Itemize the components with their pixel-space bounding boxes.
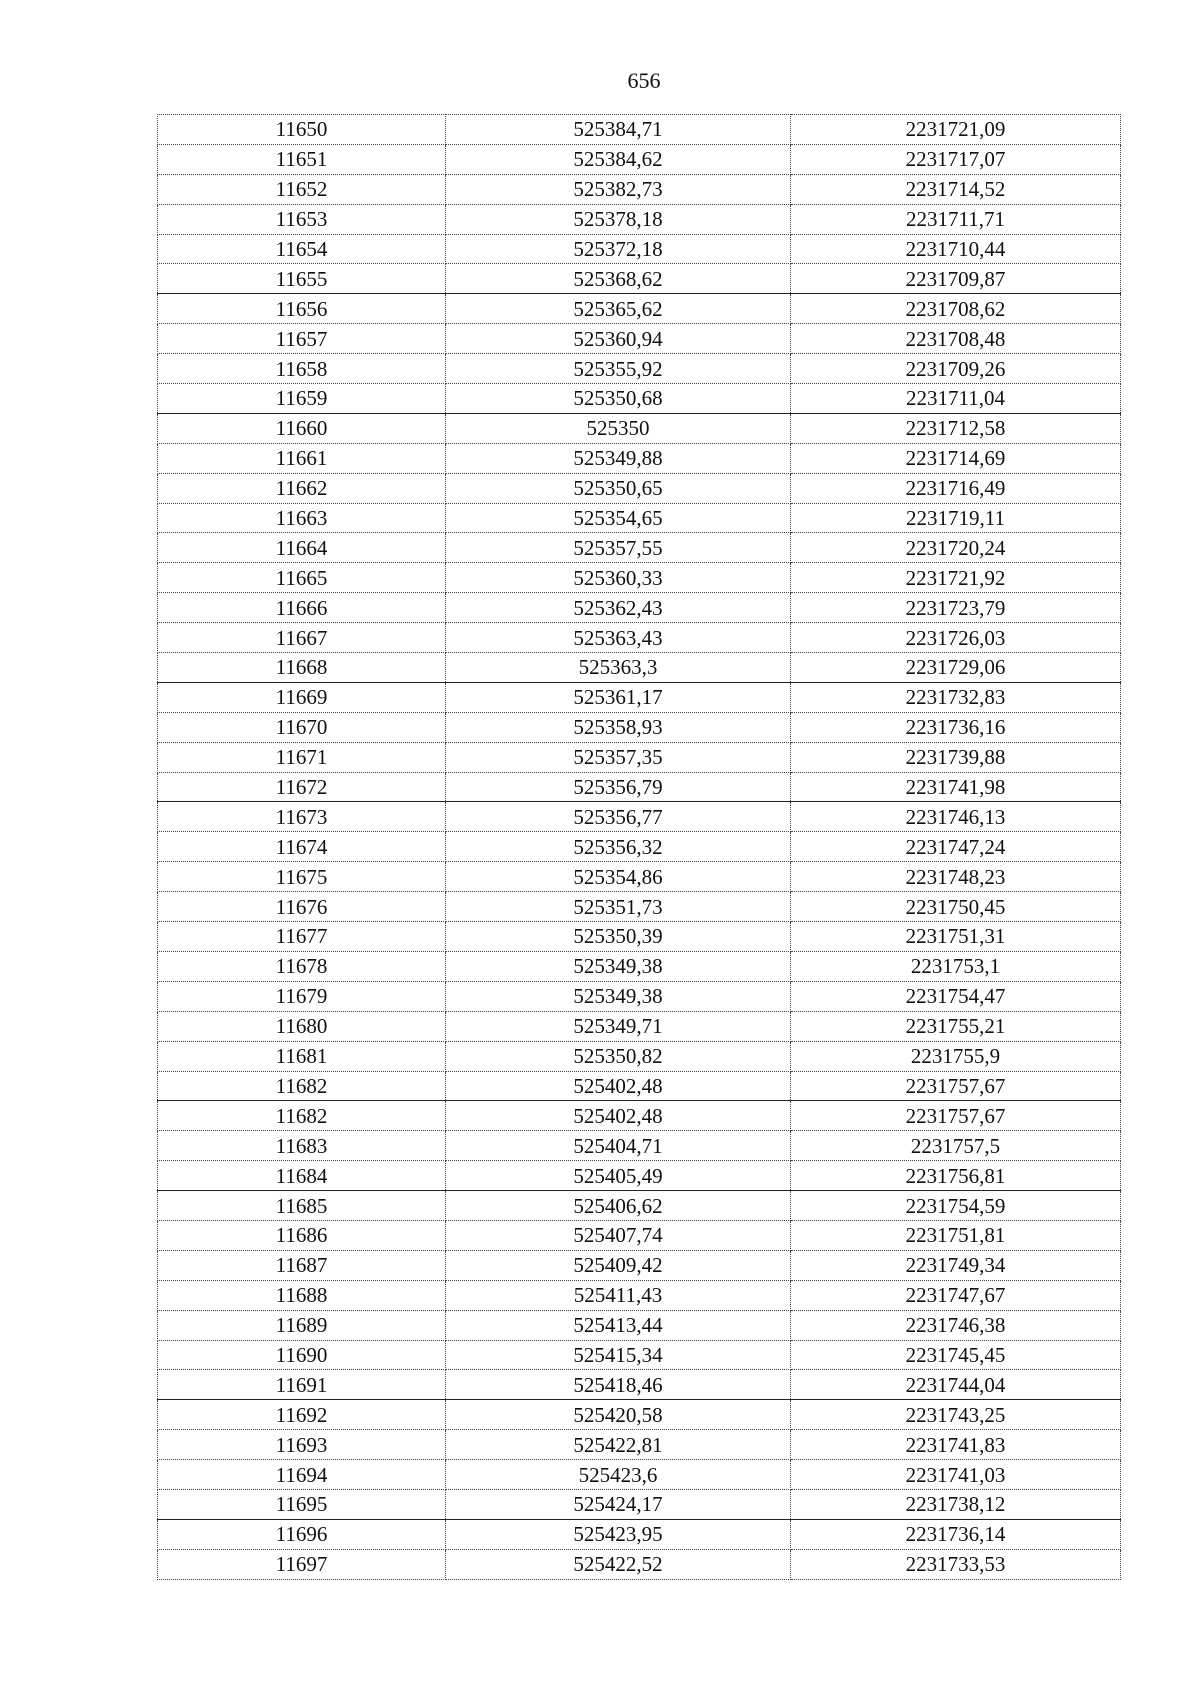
x-coordinate-cell: 525349,38 <box>446 981 791 1011</box>
table-row <box>158 1191 1121 1221</box>
table-row <box>158 1370 1121 1400</box>
table-row <box>158 742 1121 772</box>
y-coordinate-cell: 2231743,25 <box>791 1400 1121 1430</box>
x-coordinate-cell: 525357,55 <box>446 533 791 563</box>
table-row <box>158 204 1121 234</box>
table-body <box>158 115 1121 1580</box>
table-row <box>158 892 1121 922</box>
x-coordinate-cell: 525422,52 <box>446 1549 791 1579</box>
y-coordinate-cell: 2231714,69 <box>791 443 1121 473</box>
y-coordinate-cell: 2231757,67 <box>791 1101 1121 1131</box>
x-coordinate-cell: 525365,62 <box>446 294 791 324</box>
table-row <box>158 563 1121 593</box>
x-coordinate-cell: 525378,18 <box>446 204 791 234</box>
y-coordinate-cell: 2231710,44 <box>791 234 1121 264</box>
y-coordinate-cell: 2231714,52 <box>791 174 1121 204</box>
table-row <box>158 473 1121 503</box>
table-row <box>158 354 1121 384</box>
y-coordinate-cell: 2231739,88 <box>791 742 1121 772</box>
table-row <box>158 1460 1121 1490</box>
x-coordinate-cell: 525350 <box>446 413 791 443</box>
point-number-cell: 11675 <box>158 862 446 892</box>
table-row <box>158 503 1121 533</box>
x-coordinate-cell: 525405,49 <box>446 1161 791 1191</box>
y-coordinate-cell: 2231746,13 <box>791 802 1121 832</box>
table-row <box>158 1250 1121 1280</box>
table-row <box>158 1041 1121 1071</box>
x-coordinate-cell: 525362,43 <box>446 593 791 623</box>
y-coordinate-cell: 2231753,1 <box>791 951 1121 981</box>
point-number-cell: 11694 <box>158 1460 446 1490</box>
table-row <box>158 1430 1121 1460</box>
table-row <box>158 922 1121 952</box>
y-coordinate-cell: 2231754,47 <box>791 981 1121 1011</box>
y-coordinate-cell: 2231732,83 <box>791 682 1121 712</box>
x-coordinate-cell: 525372,18 <box>446 234 791 264</box>
y-coordinate-cell: 2231711,04 <box>791 384 1121 414</box>
y-coordinate-cell: 2231755,21 <box>791 1011 1121 1041</box>
coordinates-table <box>157 114 1121 1580</box>
y-coordinate-cell: 2231711,71 <box>791 204 1121 234</box>
x-coordinate-cell: 525350,65 <box>446 473 791 503</box>
x-coordinate-cell: 525404,71 <box>446 1131 791 1161</box>
x-coordinate-cell: 525415,34 <box>446 1340 791 1370</box>
point-number-cell: 11656 <box>158 294 446 324</box>
point-number-cell: 11689 <box>158 1310 446 1340</box>
x-coordinate-cell: 525384,71 <box>446 115 791 145</box>
x-coordinate-cell: 525423,6 <box>446 1460 791 1490</box>
point-number-cell: 11655 <box>158 264 446 294</box>
x-coordinate-cell: 525350,82 <box>446 1041 791 1071</box>
point-number-cell: 11688 <box>158 1280 446 1310</box>
point-number-cell: 11662 <box>158 473 446 503</box>
point-number-cell: 11653 <box>158 204 446 234</box>
table-row <box>158 593 1121 623</box>
x-coordinate-cell: 525368,62 <box>446 264 791 294</box>
y-coordinate-cell: 2231723,79 <box>791 593 1121 623</box>
x-coordinate-cell: 525351,73 <box>446 892 791 922</box>
y-coordinate-cell: 2231726,03 <box>791 623 1121 653</box>
x-coordinate-cell: 525360,33 <box>446 563 791 593</box>
point-number-cell: 11680 <box>158 1011 446 1041</box>
y-coordinate-cell: 2231741,98 <box>791 772 1121 802</box>
point-number-cell: 11654 <box>158 234 446 264</box>
table-row <box>158 1400 1121 1430</box>
y-coordinate-cell: 2231754,59 <box>791 1191 1121 1221</box>
x-coordinate-cell: 525363,43 <box>446 623 791 653</box>
x-coordinate-cell: 525406,62 <box>446 1191 791 1221</box>
point-number-cell: 11695 <box>158 1489 446 1519</box>
point-number-cell: 11684 <box>158 1161 446 1191</box>
y-coordinate-cell: 2231746,38 <box>791 1310 1121 1340</box>
point-number-cell: 11658 <box>158 354 446 384</box>
page-number <box>0 68 1200 94</box>
x-coordinate-cell: 525420,58 <box>446 1400 791 1430</box>
x-coordinate-cell: 525411,43 <box>446 1280 791 1310</box>
x-coordinate-cell: 525423,95 <box>446 1519 791 1549</box>
x-coordinate-cell: 525413,44 <box>446 1310 791 1340</box>
y-coordinate-cell: 2231721,09 <box>791 115 1121 145</box>
y-coordinate-cell: 2231717,07 <box>791 144 1121 174</box>
x-coordinate-cell: 525356,77 <box>446 802 791 832</box>
y-coordinate-cell: 2231745,45 <box>791 1340 1121 1370</box>
x-coordinate-cell: 525349,88 <box>446 443 791 473</box>
point-number-cell: 11664 <box>158 533 446 563</box>
point-number-cell: 11659 <box>158 384 446 414</box>
x-coordinate-cell: 525356,79 <box>446 772 791 802</box>
y-coordinate-cell: 2231719,11 <box>791 503 1121 533</box>
table-row <box>158 1340 1121 1370</box>
y-coordinate-cell: 2231751,81 <box>791 1220 1121 1250</box>
y-coordinate-cell: 2231708,48 <box>791 324 1121 354</box>
y-coordinate-cell: 2231751,31 <box>791 922 1121 952</box>
page-number-text: 656 <box>627 68 661 93</box>
x-coordinate-cell: 525358,93 <box>446 712 791 742</box>
y-coordinate-cell: 2231741,83 <box>791 1430 1121 1460</box>
table-row <box>158 712 1121 742</box>
x-coordinate-cell: 525384,62 <box>446 144 791 174</box>
point-number-cell: 11692 <box>158 1400 446 1430</box>
y-coordinate-cell: 2231712,58 <box>791 413 1121 443</box>
table-row <box>158 682 1121 712</box>
table-row <box>158 324 1121 354</box>
point-number-cell: 11674 <box>158 832 446 862</box>
point-number-cell: 11663 <box>158 503 446 533</box>
table-row <box>158 1519 1121 1549</box>
point-number-cell: 11679 <box>158 981 446 1011</box>
x-coordinate-cell: 525402,48 <box>446 1071 791 1101</box>
y-coordinate-cell: 2231736,16 <box>791 712 1121 742</box>
y-coordinate-cell: 2231736,14 <box>791 1519 1121 1549</box>
point-number-cell: 11657 <box>158 324 446 354</box>
table-row <box>158 1101 1121 1131</box>
point-number-cell: 11678 <box>158 951 446 981</box>
x-coordinate-cell: 525354,65 <box>446 503 791 533</box>
x-coordinate-cell: 525407,74 <box>446 1220 791 1250</box>
y-coordinate-cell: 2231747,24 <box>791 832 1121 862</box>
y-coordinate-cell: 2231755,9 <box>791 1041 1121 1071</box>
point-number-cell: 11670 <box>158 712 446 742</box>
table-row <box>158 264 1121 294</box>
point-number-cell: 11681 <box>158 1041 446 1071</box>
y-coordinate-cell: 2231744,04 <box>791 1370 1121 1400</box>
point-number-cell: 11686 <box>158 1220 446 1250</box>
point-number-cell: 11693 <box>158 1430 446 1460</box>
y-coordinate-cell: 2231749,34 <box>791 1250 1121 1280</box>
y-coordinate-cell: 2231729,06 <box>791 653 1121 683</box>
x-coordinate-cell: 525409,42 <box>446 1250 791 1280</box>
point-number-cell: 11665 <box>158 563 446 593</box>
y-coordinate-cell: 2231709,87 <box>791 264 1121 294</box>
point-number-cell: 11671 <box>158 742 446 772</box>
table-row <box>158 1310 1121 1340</box>
x-coordinate-cell: 525402,48 <box>446 1101 791 1131</box>
table-row <box>158 981 1121 1011</box>
x-coordinate-cell: 525361,17 <box>446 682 791 712</box>
table-row <box>158 294 1121 324</box>
y-coordinate-cell: 2231720,24 <box>791 533 1121 563</box>
table-row <box>158 144 1121 174</box>
table-row <box>158 653 1121 683</box>
y-coordinate-cell: 2231716,49 <box>791 473 1121 503</box>
point-number-cell: 11682 <box>158 1101 446 1131</box>
table-row <box>158 1161 1121 1191</box>
x-coordinate-cell: 525355,92 <box>446 354 791 384</box>
table-row <box>158 1011 1121 1041</box>
x-coordinate-cell: 525349,38 <box>446 951 791 981</box>
table-row <box>158 802 1121 832</box>
y-coordinate-cell: 2231708,62 <box>791 294 1121 324</box>
point-number-cell: 11682 <box>158 1071 446 1101</box>
point-number-cell: 11687 <box>158 1250 446 1280</box>
y-coordinate-cell: 2231733,53 <box>791 1549 1121 1579</box>
y-coordinate-cell: 2231757,67 <box>791 1071 1121 1101</box>
table-row <box>158 1549 1121 1579</box>
x-coordinate-cell: 525363,3 <box>446 653 791 683</box>
y-coordinate-cell: 2231757,5 <box>791 1131 1121 1161</box>
point-number-cell: 11650 <box>158 115 446 145</box>
x-coordinate-cell: 525356,32 <box>446 832 791 862</box>
y-coordinate-cell: 2231747,67 <box>791 1280 1121 1310</box>
x-coordinate-cell: 525350,68 <box>446 384 791 414</box>
y-coordinate-cell: 2231709,26 <box>791 354 1121 384</box>
x-coordinate-cell: 525382,73 <box>446 174 791 204</box>
point-number-cell: 11685 <box>158 1191 446 1221</box>
point-number-cell: 11651 <box>158 144 446 174</box>
table-row <box>158 533 1121 563</box>
x-coordinate-cell: 525422,81 <box>446 1430 791 1460</box>
y-coordinate-cell: 2231756,81 <box>791 1161 1121 1191</box>
x-coordinate-cell: 525349,71 <box>446 1011 791 1041</box>
table-row <box>158 1280 1121 1310</box>
point-number-cell: 11690 <box>158 1340 446 1370</box>
point-number-cell: 11667 <box>158 623 446 653</box>
point-number-cell: 11673 <box>158 802 446 832</box>
x-coordinate-cell: 525350,39 <box>446 922 791 952</box>
table-row <box>158 623 1121 653</box>
x-coordinate-cell: 525360,94 <box>446 324 791 354</box>
point-number-cell: 11672 <box>158 772 446 802</box>
point-number-cell: 11697 <box>158 1549 446 1579</box>
y-coordinate-cell: 2231748,23 <box>791 862 1121 892</box>
table-row <box>158 174 1121 204</box>
point-number-cell: 11668 <box>158 653 446 683</box>
table-row <box>158 1131 1121 1161</box>
table-row <box>158 443 1121 473</box>
table-row <box>158 1071 1121 1101</box>
x-coordinate-cell: 525354,86 <box>446 862 791 892</box>
x-coordinate-cell: 525424,17 <box>446 1489 791 1519</box>
point-number-cell: 11669 <box>158 682 446 712</box>
y-coordinate-cell: 2231721,92 <box>791 563 1121 593</box>
point-number-cell: 11691 <box>158 1370 446 1400</box>
point-number-cell: 11683 <box>158 1131 446 1161</box>
x-coordinate-cell: 525418,46 <box>446 1370 791 1400</box>
table-row <box>158 951 1121 981</box>
y-coordinate-cell: 2231738,12 <box>791 1489 1121 1519</box>
table-row <box>158 772 1121 802</box>
point-number-cell: 11666 <box>158 593 446 623</box>
table-row <box>158 384 1121 414</box>
table-row <box>158 115 1121 145</box>
table-row <box>158 413 1121 443</box>
table-row <box>158 1220 1121 1250</box>
y-coordinate-cell: 2231750,45 <box>791 892 1121 922</box>
table-row <box>158 862 1121 892</box>
point-number-cell: 11660 <box>158 413 446 443</box>
point-number-cell: 11696 <box>158 1519 446 1549</box>
x-coordinate-cell: 525357,35 <box>446 742 791 772</box>
point-number-cell: 11677 <box>158 922 446 952</box>
table-row <box>158 234 1121 264</box>
table-row <box>158 1489 1121 1519</box>
point-number-cell: 11652 <box>158 174 446 204</box>
point-number-cell: 11676 <box>158 892 446 922</box>
point-number-cell: 11661 <box>158 443 446 473</box>
y-coordinate-cell: 2231741,03 <box>791 1460 1121 1490</box>
table-row <box>158 832 1121 862</box>
